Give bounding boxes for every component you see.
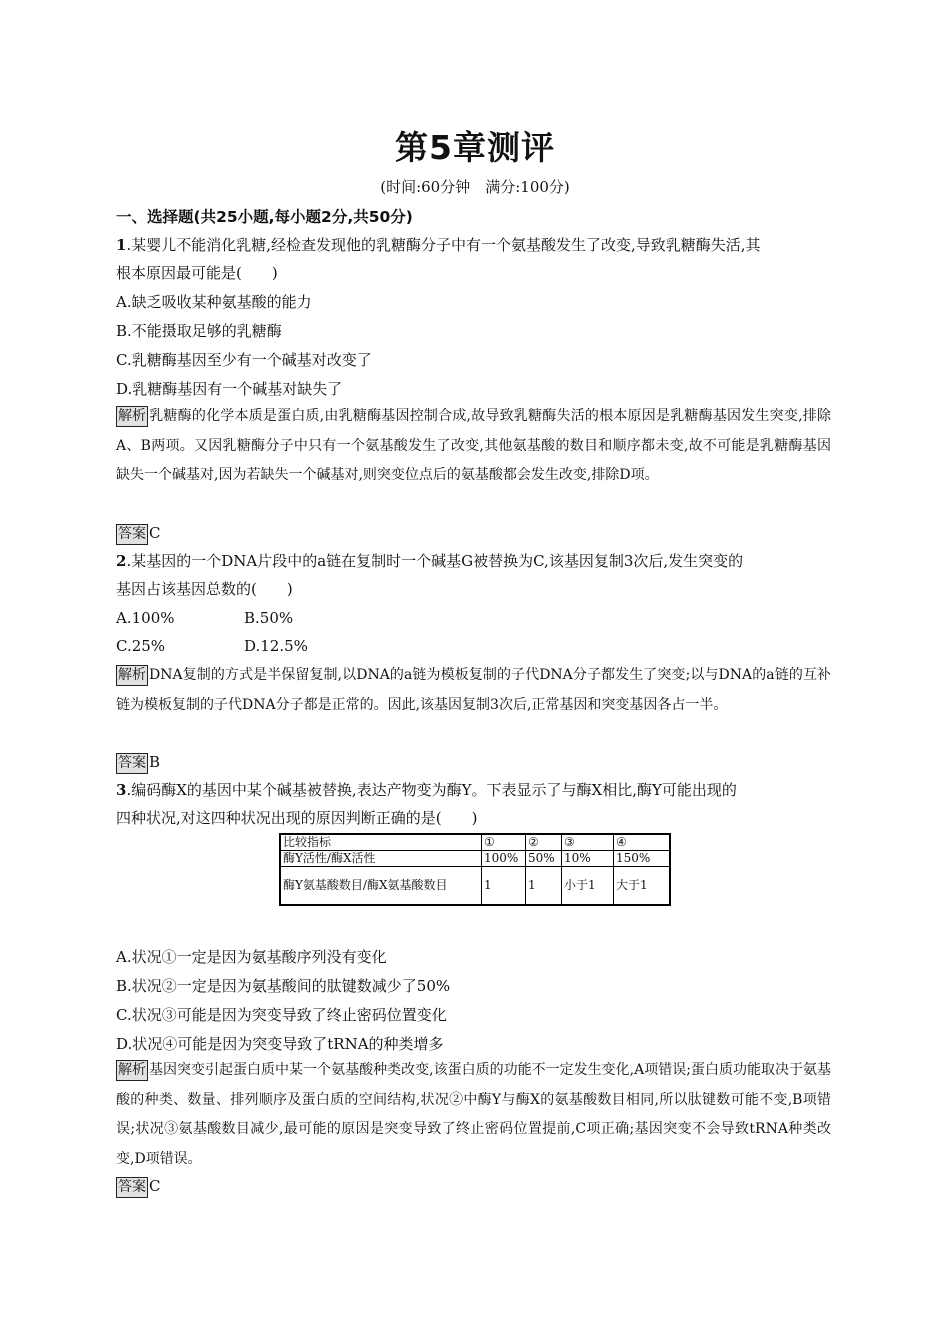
q1-option-b: B.不能摄取足够的乳糖酶	[116, 322, 282, 340]
q2-option-d: D.12.5%	[244, 637, 308, 655]
table-cell: 小于1	[562, 867, 614, 905]
q2-stem-line2: 基因占该基因总数的( )	[116, 580, 293, 598]
q3-explanation: 解析 基因突变引起蛋白质中某一个氨基酸种类改变,该蛋白质的功能不一定发生变化,A项错误;蛋白质功能取决于氨基酸的种类、数量、排列顺序及蛋白质的空间结构,状况②中酶Y与酶X的氨基酸数目相同,所以肽键数可能不变,B项错误;状况③氨基酸数目减少,最可能的原因是突变导致了终止密码位置提前,C项正确;基因突变不会导致tRNA种类改变,D项错误。	[116, 1062, 831, 1167]
table-header-cell: ③	[562, 834, 614, 851]
q1-stem-line1: 1.某婴儿不能消化乳糖,经检查发现他的乳糖酶分子中有一个氨基酸发生了改变,导致乳糖酶失活,其	[116, 236, 761, 254]
table-cell: 酶Y氨基酸数目/酶X氨基酸数目	[280, 867, 482, 905]
q3-stem-line2: 四种状况,对这四种状况出现的原因判断正确的是( )	[116, 809, 478, 827]
table-cell: 150%	[614, 851, 671, 867]
q1-number: 1	[116, 236, 127, 254]
q2-options-row2	[116, 632, 831, 660]
table-header-cell: ④	[614, 834, 671, 851]
explain-tag: 解析	[116, 406, 148, 427]
q3-option-a: A.状况①一定是因为氨基酸序列没有变化	[116, 948, 387, 966]
q3-number: 3	[116, 781, 127, 799]
q2-option-c: C.25%	[116, 637, 166, 655]
table-row	[280, 867, 670, 905]
explain-tag: 解析	[116, 1060, 148, 1081]
answer-tag: 答案	[116, 524, 148, 545]
q2-option-a: A.100%	[116, 609, 175, 627]
table-cell: 酶Y活性/酶X活性	[280, 851, 482, 867]
q2-number: 2	[116, 552, 127, 570]
table-cell: 50%	[526, 851, 562, 867]
q3-option-b: B.状况②一定是因为氨基酸间的肽键数减少了50%	[116, 977, 451, 995]
table-header-cell: ①	[482, 834, 526, 851]
q2-explanation: 解析 DNA复制的方式是半保留复制,以DNA的a链为模板复制的子代DNA分子都发生了突变;以与DNA的a链的互补链为模板复制的子代DNA分子都是正常的。因此,该基因复制3次后,正常基因和突变基因各占一半。	[116, 667, 831, 713]
table-header-cell: 比较指标	[280, 834, 482, 851]
q1-stem-line2: 根本原因最可能是( )	[116, 264, 278, 282]
q1-option-a: A.缺乏吸收某种氨基酸的能力	[116, 293, 312, 311]
answer-tag: 答案	[116, 753, 148, 774]
table-cell: 1	[526, 867, 562, 905]
table-cell: 100%	[482, 851, 526, 867]
q3-option-d: D.状况④可能是因为突变导致了tRNA的种类增多	[116, 1035, 444, 1053]
table-cell: 1	[482, 867, 526, 905]
explain-tag: 解析	[116, 665, 148, 686]
exam-info: (时间:60分钟 满分:100分)	[380, 178, 570, 196]
table-header-cell: ②	[526, 834, 562, 851]
page-title: 第5章测评	[395, 128, 555, 167]
table-cell: 10%	[562, 851, 614, 867]
table-cell: 大于1	[614, 867, 671, 905]
table-row	[280, 851, 670, 867]
q2-stem-line1: 2.某基因的一个DNA片段中的a链在复制时一个碱基G被替换为C,该基因复制3次后,发生突变的	[116, 552, 744, 570]
q3-stem-line1: 3.编码酶X的基因中某个碱基被替换,表达产物变为酶Y。下表显示了与酶X相比,酶Y可能出现的	[116, 781, 737, 799]
q1-option-c: C.乳糖酶基因至少有一个碱基对改变了	[116, 351, 372, 369]
q3-option-c: C.状况③可能是因为突变导致了终止密码位置变化	[116, 1006, 447, 1024]
section-heading: 一、选择题(共25小题,每小题2分,共50分)	[116, 208, 413, 226]
q1-answer: 答案 C	[116, 521, 160, 545]
answer-tag: 答案	[116, 1177, 148, 1198]
comparison-table	[279, 833, 671, 906]
q2-options-row1	[116, 604, 831, 632]
q1-explanation: 解析 乳糖酶的化学本质是蛋白质,由乳糖酶基因控制合成,故导致乳糖酶失活的根本原因是乳糖酶基因发生突变,排除A、B两项。又因乳糖酶分子中只有一个氨基酸发生了改变,其他氨基酸的数目和顺序都未变,故不可能是乳糖酶基因缺失一个碱基对,因为若缺失一个碱基对,则突变位点后的氨基酸都会发生改变,排除D项。	[116, 408, 831, 483]
q2-answer: 答案 B	[116, 750, 160, 774]
table-row	[280, 834, 670, 851]
q1-option-d: D.乳糖酶基因有一个碱基对缺失了	[116, 380, 343, 398]
q3-answer: 答案 C	[116, 1174, 160, 1198]
q2-option-b: B.50%	[244, 609, 294, 627]
